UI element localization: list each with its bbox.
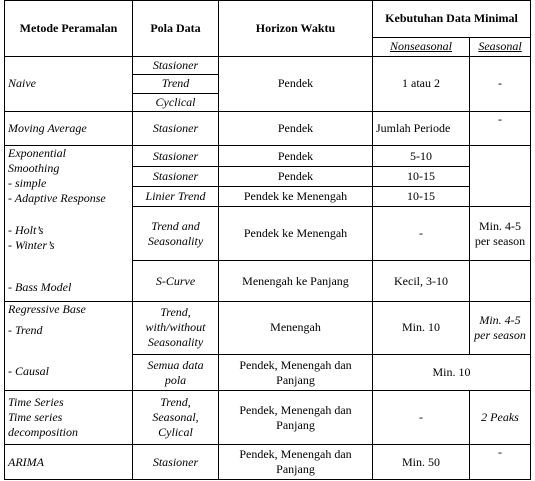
reg-r1-nonseasonal: Min. 10 <box>373 301 470 354</box>
exp-r5-pattern: S-Curve <box>133 261 219 302</box>
exp-holt: - Holt’s <box>8 223 44 238</box>
reg-r1-horizon: Menengah <box>219 301 373 354</box>
exp-r1-pattern: Stasioner <box>133 146 219 166</box>
header-horizon: Horizon Waktu <box>219 1 373 57</box>
naive-pattern-3: Cyclical <box>133 93 219 111</box>
arima-horizon: Pendek, Menengah dan Panjang <box>219 445 373 480</box>
exp-bass: - Bass Model <box>8 280 72 295</box>
reg-r1-seasonal: Min. 4-5 per season <box>470 301 531 354</box>
exp-adaptive: - Adaptive Response <box>8 191 106 206</box>
header-method: Metode Peramalan <box>5 1 133 57</box>
ma-pattern: Stasioner <box>133 111 219 146</box>
reg-r2-pattern: Semua data pola <box>133 354 219 391</box>
exp-r2-pattern: Stasioner <box>133 166 219 186</box>
exp-r5-seasonal-empty <box>470 261 531 302</box>
naive-pattern-2: Trend <box>133 75 219 93</box>
ts-seasonal: 2 Peaks <box>470 391 531 445</box>
naive-seasonal: - <box>470 56 531 111</box>
reg-method <box>5 301 133 390</box>
exp-r2-horizon: Pendek <box>219 166 373 186</box>
reg-r2-horizon: Pendek, Menengah dan Panjang <box>219 354 373 391</box>
exp-r1-horizon: Pendek <box>219 146 373 166</box>
ts-nonseasonal: - <box>373 391 470 445</box>
arima-method: ARIMA <box>5 445 133 480</box>
exp-r2-nonseasonal: 10-15 <box>373 166 470 186</box>
header-pattern: Pola Data <box>133 1 219 57</box>
naive-method: Naive <box>5 56 133 111</box>
exp-simple: - simple <box>8 176 47 191</box>
exp-r3-horizon: Pendek ke Menengah <box>219 187 373 207</box>
exp-winter: - Winter’s <box>8 238 55 253</box>
reg-causal: - Causal <box>8 363 50 378</box>
naive-nonseasonal: 1 atau 2 <box>373 56 470 111</box>
exp-r4-nonseasonal: - <box>373 207 470 261</box>
ma-horizon: Pendek <box>219 111 373 146</box>
exp-r5-nonseasonal: Kecil, 3-10 <box>373 261 470 302</box>
exp-r1-nonseasonal: 5-10 <box>373 146 470 166</box>
exp-r1-seasonal-empty <box>470 146 531 207</box>
ts-pattern: Trend, Seasonal, Cylical <box>133 391 219 445</box>
arima-pattern: Stasioner <box>133 445 219 480</box>
exp-method-l2: Smoothing <box>8 161 60 176</box>
ts-horizon: Pendek, Menengah dan Panjang <box>219 391 373 445</box>
exp-method <box>5 146 133 302</box>
ma-seasonal: - <box>470 111 531 146</box>
ts-method-l2: Time series decomposition <box>8 410 78 440</box>
ts-method-l1: Time Series <box>8 395 64 410</box>
reg-method-l1: Regressive Base <box>8 301 86 316</box>
naive-pattern-1: Stasioner <box>133 56 219 74</box>
exp-r4-horizon: Pendek ke Menengah <box>219 207 373 261</box>
arima-nonseasonal: Min. 50 <box>373 445 470 480</box>
forecasting-methods-table <box>4 0 531 480</box>
reg-r1-pattern: Trend, with/without Seasonality <box>133 301 219 354</box>
header-seasonal: Seasonal <box>470 37 531 56</box>
arima-seasonal: - <box>470 445 531 480</box>
header-data-need: Kebutuhan Data Minimal <box>373 1 531 38</box>
ma-method: Moving Average <box>5 111 133 146</box>
reg-r2-data-need: Min. 10 <box>373 354 531 391</box>
header-nonseasonal: Nonseasonal <box>373 37 470 56</box>
ma-nonseasonal: Jumlah Periode <box>373 111 470 146</box>
exp-r4-seasonal: Min. 4-5 per season <box>470 207 531 261</box>
exp-r5-horizon: Menengah ke Panjang <box>219 261 373 302</box>
ts-method <box>5 391 133 445</box>
exp-r3-nonseasonal: 10-15 <box>373 187 470 207</box>
exp-r4-pattern: Trend and Seasonality <box>133 207 219 261</box>
naive-horizon: Pendek <box>219 56 373 111</box>
exp-r3-pattern: Linier Trend <box>133 187 219 207</box>
reg-trend: - Trend <box>8 322 43 337</box>
exp-method-l1: Exponential <box>8 146 66 161</box>
